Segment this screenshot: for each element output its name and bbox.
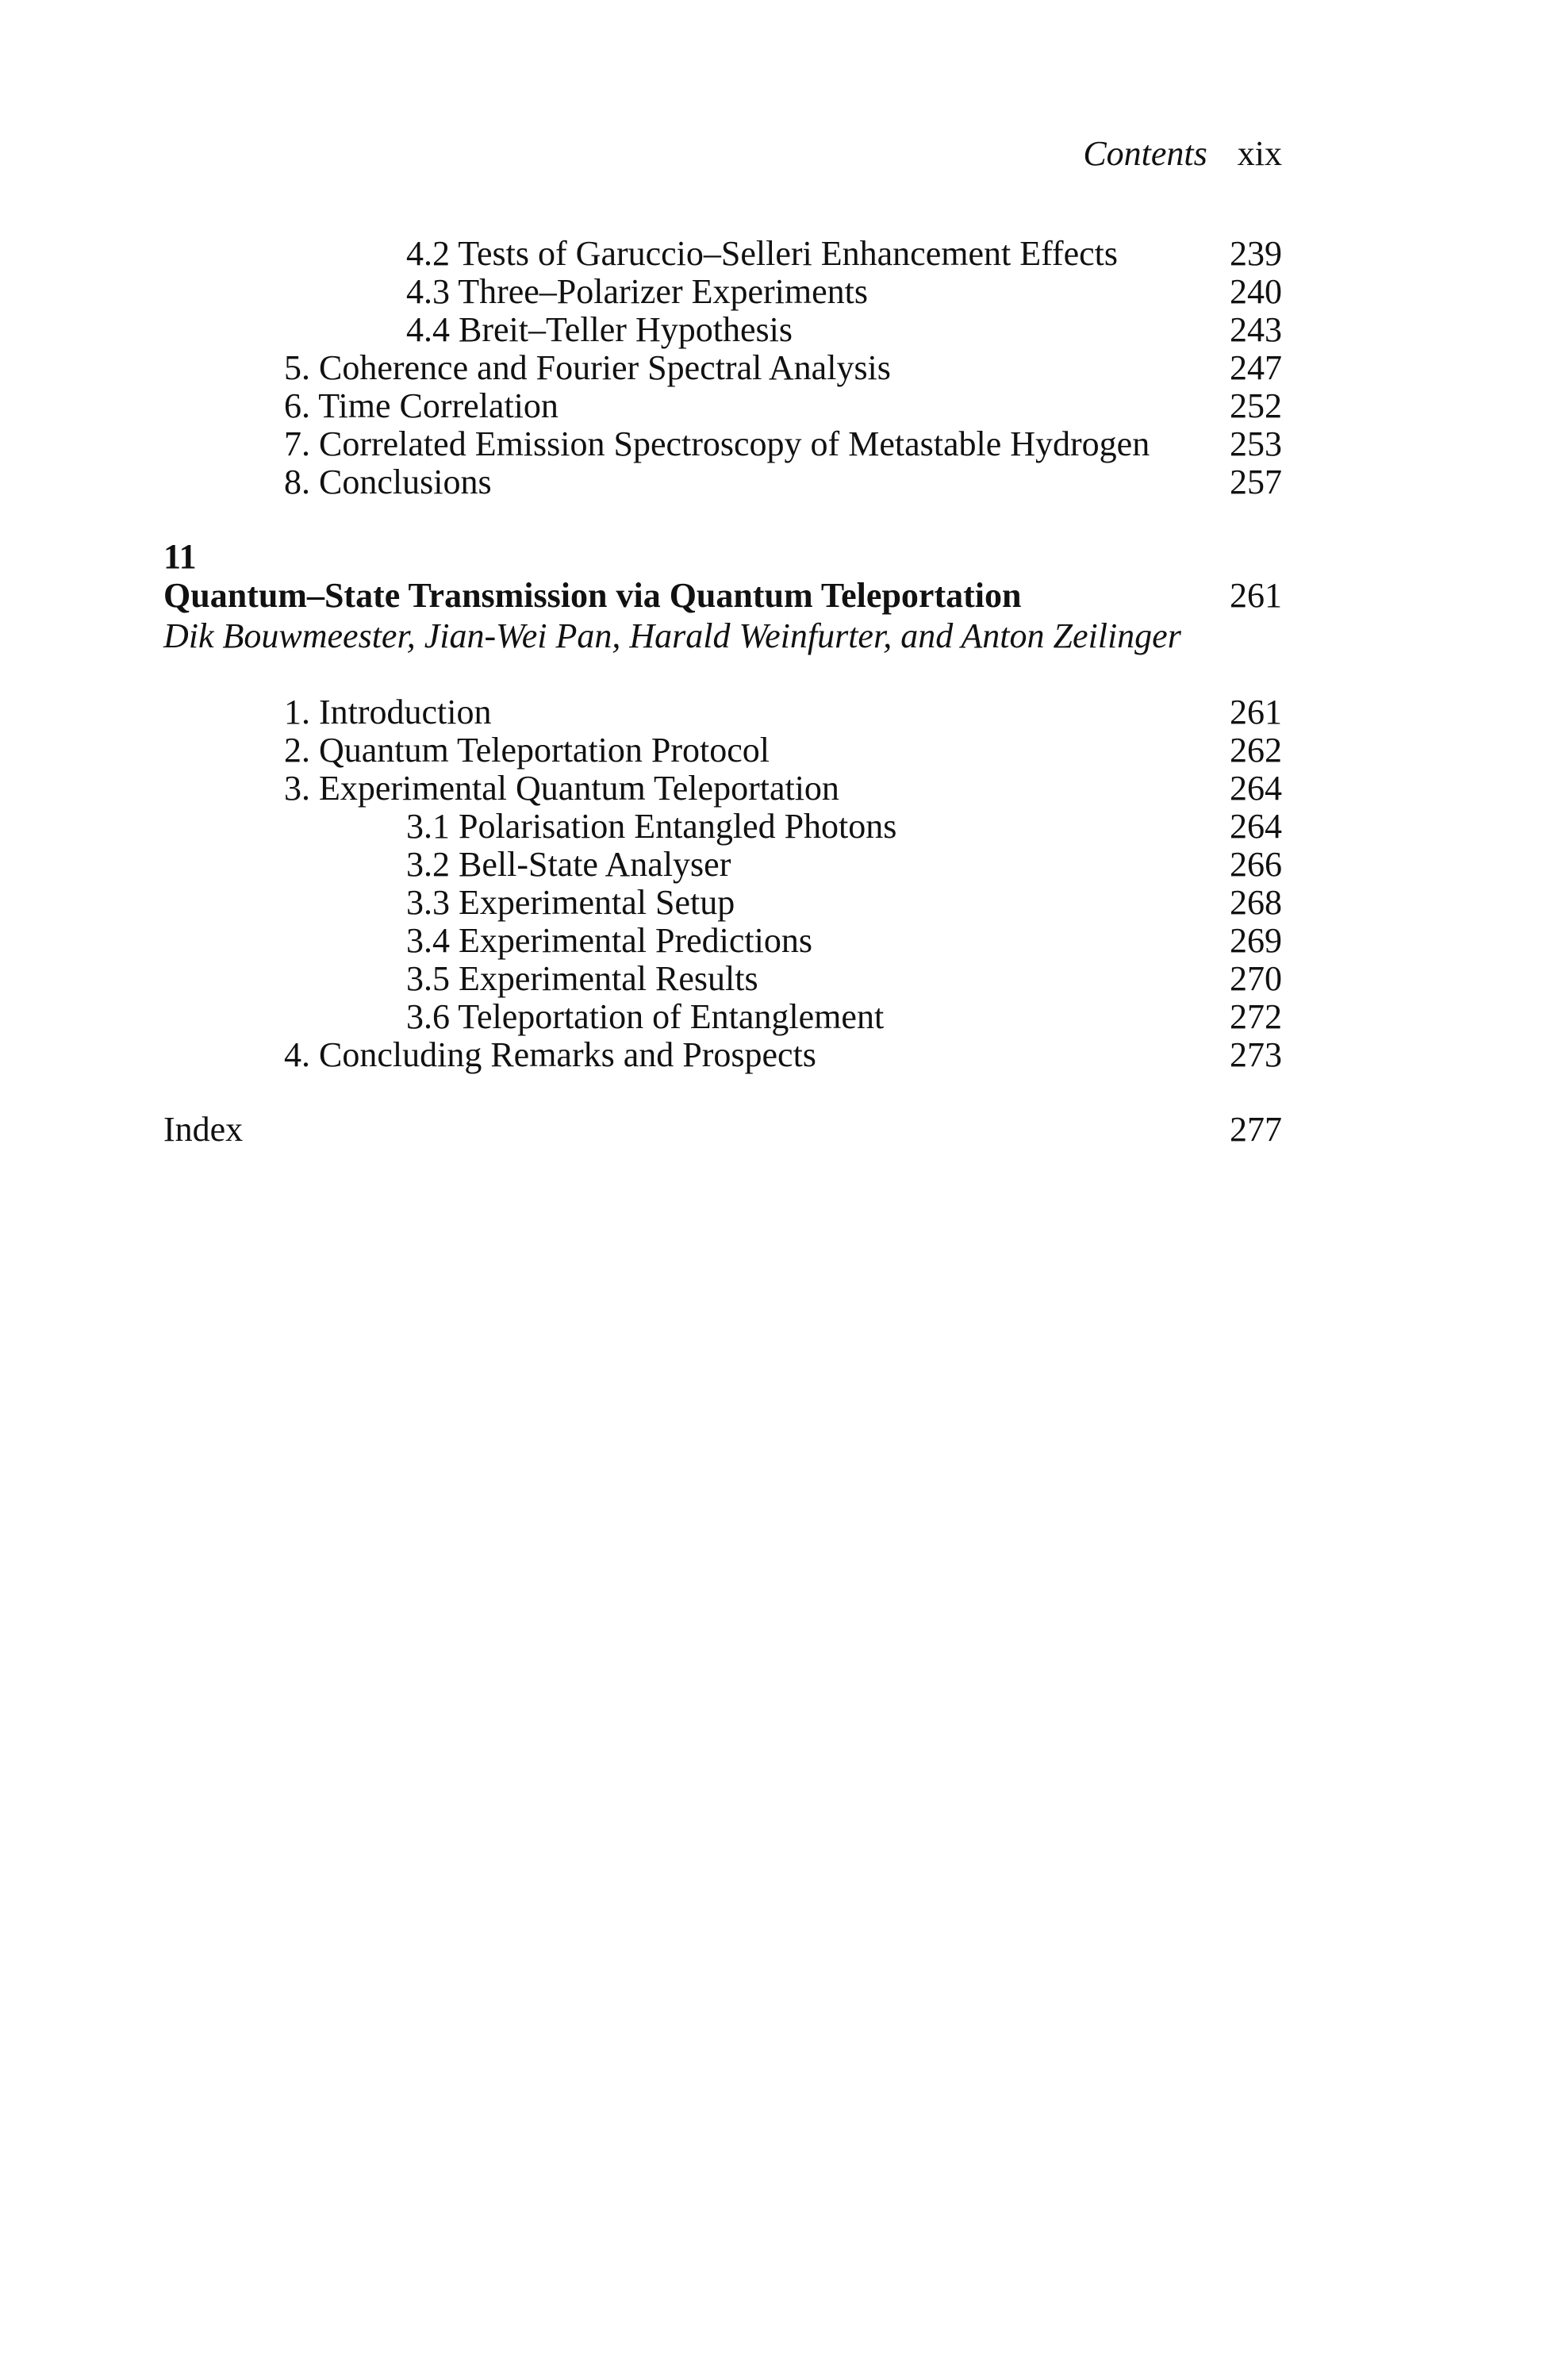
running-header	[1083, 133, 1282, 175]
toc-entry-label: 8. Conclusions	[284, 463, 492, 501]
toc-entry-page: 261	[1230, 693, 1282, 731]
toc-entry-page: 270	[1230, 959, 1282, 998]
toc-entry-page: 243	[1230, 310, 1282, 349]
toc-entry-page: 239	[1230, 234, 1282, 273]
index-page: 277	[1230, 1110, 1282, 1149]
chapter-title[interactable]: Quantum–State Transmission via Quantum Teleportation	[163, 576, 1022, 615]
toc-entry-label: 5. Coherence and Fourier Spectral Analysis	[284, 348, 891, 387]
toc-entry-label: 3.3 Experimental Setup	[406, 883, 735, 922]
toc-entry-label: 3.4 Experimental Predictions	[406, 921, 812, 960]
toc-entry-page: 253	[1230, 424, 1282, 463]
toc-entry-label: 3.1 Polarisation Entangled Photons	[406, 807, 897, 846]
chapter-authors: Dik Bouwmeester, Jian-Wei Pan, Harald Weinfurter, and Anton Zeilinger	[163, 616, 1181, 655]
toc-entry-label: 6. Time Correlation	[284, 386, 559, 425]
toc-entry-page: 264	[1230, 769, 1282, 808]
toc-entry-page: 257	[1230, 463, 1282, 501]
toc-entry-label: 2. Quantum Teleportation Protocol	[284, 731, 770, 770]
toc-entry-label: 3. Experimental Quantum Teleportation	[284, 769, 839, 808]
toc-entry-page: 240	[1230, 272, 1282, 311]
toc-entry-label: 4. Concluding Remarks and Prospects	[284, 1035, 816, 1074]
toc-entry-label: 3.6 Teleportation of Entanglement	[406, 997, 885, 1036]
toc-entry-label: 4.4 Breit–Teller Hypothesis	[406, 310, 793, 349]
toc-entry-page: 272	[1230, 997, 1282, 1036]
toc-entry-label: 3.2 Bell-State Analyser	[406, 845, 731, 884]
toc-entry-page: 266	[1230, 845, 1282, 884]
chapter-page: 261	[1230, 576, 1282, 615]
toc-entry-page: 269	[1230, 921, 1282, 960]
toc-entry-label: 3.5 Experimental Results	[406, 959, 758, 998]
toc-entry-page: 262	[1230, 731, 1282, 770]
running-title: Contents	[1083, 134, 1207, 173]
toc-entry-label: 1. Introduction	[284, 693, 492, 731]
toc-entry-label: 7. Correlated Emission Spectroscopy of Metastable Hydrogen	[284, 424, 1150, 463]
toc-entry-page: 264	[1230, 807, 1282, 846]
chapter-number: 11	[163, 537, 197, 576]
toc-entry-page: 247	[1230, 348, 1282, 387]
toc-entry-label: 4.3 Three–Polarizer Experiments	[406, 272, 868, 311]
toc-entry-page: 252	[1230, 386, 1282, 425]
toc-entry-page: 273	[1230, 1035, 1282, 1074]
toc-entry-label: 4.2 Tests of Garuccio–Selleri Enhancement Effects	[406, 234, 1118, 273]
header-page-number: xix	[1237, 134, 1282, 173]
index-entry[interactable]: Index	[163, 1110, 244, 1149]
toc-entry-page: 268	[1230, 883, 1282, 922]
